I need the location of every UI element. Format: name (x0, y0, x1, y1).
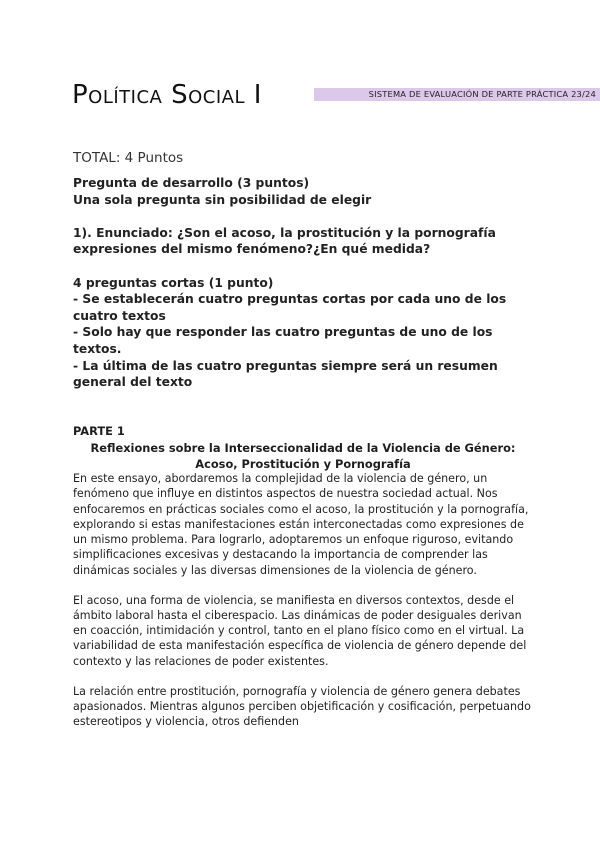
short-questions-bullet: - Se establecerán cuatro preguntas cortas por cada uno de los cuatro textos (73, 292, 507, 323)
development-question-title: Pregunta de desarrollo (3 puntos) (73, 176, 310, 190)
short-questions-bullet: - La última de las cuatro preguntas siempre será un resumen general del texto (73, 358, 498, 390)
essay-body (73, 471, 535, 744)
part-heading: PARTE 1 (73, 424, 125, 438)
document-title: Política Social I (72, 80, 262, 110)
instructions-block (73, 175, 533, 391)
total-points: TOTAL: 4 Puntos (73, 150, 184, 166)
short-questions-bullet: - Solo hay que responder las cuatro preguntas de uno de los textos. (73, 325, 493, 356)
essay-paragraph: El acoso, una forma de violencia, se manifiesta en diversos contextos, desde el ámbito laboral hasta el ciberespacio. Las dinámicas de poder desiguales derivan en coacción, intimidación y control, tanto en el plano físico como en el virtual. La variabilidad de esta manifestación específica de violencia de género depende del contexto y las relaciones de poder existentes. (73, 593, 527, 668)
development-question-note: Una sola pregunta sin posibilidad de elegir (73, 192, 372, 207)
essay-paragraph: En este ensayo, abordaremos la complejidad de la violencia de género, un fenómeno que influye en distintos aspectos de nuestra sociedad actual. Nos enfocaremos en prácticas sociales como el acoso, la prostitución y la pornografía, explorando si estas manifestaciones están interconectadas como expresiones de un mismo problema. Para lograrlo, adoptaremos un enfoque riguroso, evitando simplificaciones excesivas y destacando la importancia de comprender las dinámicas sociales y las diversas dimensiones de la violencia de género. (73, 472, 529, 577)
evaluation-badge: SISTEMA DE EVALUACIÓN DE PARTE PRÁCTICA 23/24 (314, 88, 600, 101)
question-statement: 1). Enunciado: ¿Son el acoso, la prostitución y la pornografía expresiones del mismo fenómeno?¿En qué medida? (73, 225, 496, 257)
essay-title: Reflexiones sobre la Interseccionalidad de la Violencia de Género: Acoso, Prostitución y Pornografía (90, 441, 516, 471)
short-questions-title: 4 preguntas cortas (1 punto) (73, 275, 274, 290)
essay-paragraph: La relación entre prostitución, pornografía y violencia de género genera debates apasionados. Mientras algunos perciben objetificación y cosificación, perpetuando estereotipos y violencia, otros defienden (73, 684, 531, 729)
